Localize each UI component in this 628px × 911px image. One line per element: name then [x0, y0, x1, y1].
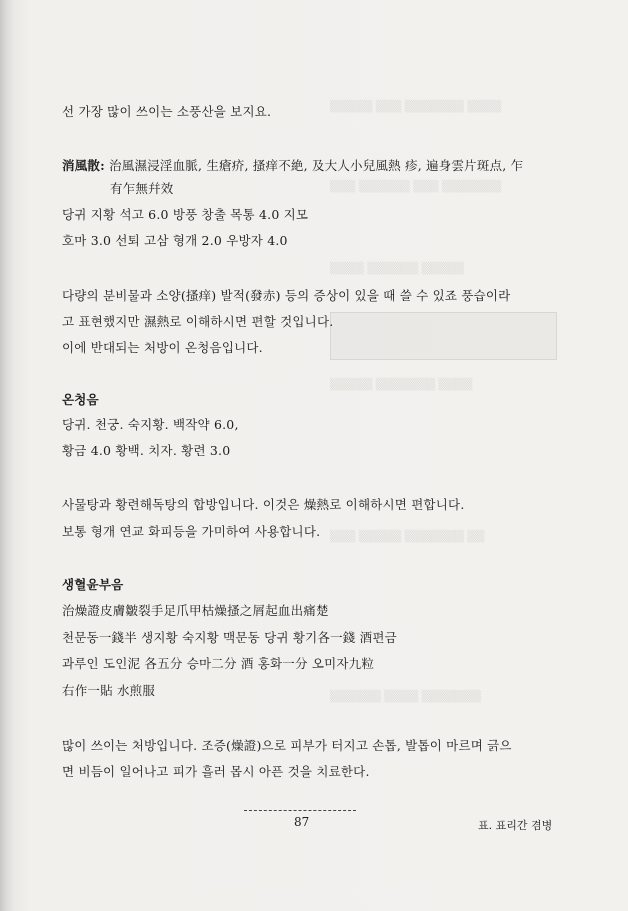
footer-divider	[244, 810, 356, 811]
bleed-through-texture: ▒▒▒ ▒▒▒▒▒ ▒▒▒▒▒▒▒ ▒▒	[330, 530, 485, 543]
prescription-title: 消風散:	[62, 158, 105, 173]
ingredient-line: 右作一貼 水煎服	[62, 683, 156, 698]
bleed-through-texture: ▒▒▒▒ ▒▒▒▒▒▒ ▒▒▒▒▒	[330, 262, 464, 275]
body-text-line: 많이 쓰이는 처방입니다. 조증(燥證)으로 피부가 터지고 손톱, 발톱이 마르며 긁으	[62, 738, 512, 753]
bleed-through-texture: ▒▒▒▒▒ ▒▒▒ ▒▒▒▒▒▒▒ ▒▒▒▒	[330, 100, 502, 113]
body-text-line: 사물탕과 황련해독탕의 합방입니다. 이것은 燥熱로 이해하시면 편합니다.	[62, 497, 465, 512]
bleed-through-texture: ▒▒▒ ▒▒▒▒▒▒ ▒▒▒ ▒▒▒▒▒▒▒	[330, 180, 502, 193]
bleed-through-texture: ▒▒▒▒▒▒ ▒▒▒▒ ▒▒▒▒▒▒▒	[330, 690, 481, 703]
ingredient-line: 과루인 도인泥 各五分 승마二分 酒 홍화一分 오미자九粒	[62, 656, 375, 671]
body-text-line: 면 비듬이 일어나고 피가 흘러 몹시 아픈 것을 치료한다.	[62, 764, 370, 779]
body-text-line: 보통 형개 연교 화피등을 가미하여 사용합니다.	[62, 524, 321, 539]
section-heading: 온청음	[62, 392, 99, 407]
bleed-through-table	[330, 312, 557, 360]
running-head: 표. 표리간 겸병	[478, 819, 553, 832]
body-text-line: 이에 반대되는 처방이 온청음입니다.	[62, 340, 263, 355]
body-text-line: 고 표현했지만 濕熱로 이해하시면 편할 것입니다.	[62, 314, 334, 329]
ingredient-line: 당귀 지황 석고 6.0 방풍 창출 목통 4.0 지모	[62, 207, 309, 222]
page-number: 87	[294, 815, 310, 829]
body-text-line: 선 가장 많이 쓰이는 소풍산을 보지요.	[62, 104, 272, 119]
ingredient-line: 천문동一錢半 생지황 숙지황 맥문동 당귀 황기各一錢 酒편금	[62, 630, 397, 645]
prescription-line	[62, 158, 523, 174]
prescription-description-cont: 有乍無幷效	[110, 181, 174, 196]
bleed-through-texture: ▒▒▒▒▒ ▒▒▒▒▒▒▒ ▒▒▒▒	[330, 378, 473, 391]
body-text-line: 다량의 분비물과 소양(搔痒) 발적(發赤) 등의 증상이 있을 때 쓸 수 있죠 풍습이라	[62, 288, 511, 303]
prescription-description: 治燥證皮膚皺裂手足爪甲枯燥搔之屑起血出痛楚	[62, 603, 329, 618]
section-heading: 생혈윤부음	[62, 577, 124, 592]
ingredient-line: 황금 4.0 황백. 치자. 황련 3.0	[62, 443, 231, 458]
ingredient-line: 당귀. 천궁. 숙지황. 백작약 6.0,	[62, 417, 239, 432]
ingredient-line: 호마 3.0 선퇴 고삼 형개 2.0 우방자 4.0	[62, 233, 288, 248]
prescription-description: 治風濕浸淫血脈, 生瘡疥, 搔痒不絶, 及大人小兒風熱 疹, 遍身雲片斑点, 乍	[104, 158, 524, 173]
